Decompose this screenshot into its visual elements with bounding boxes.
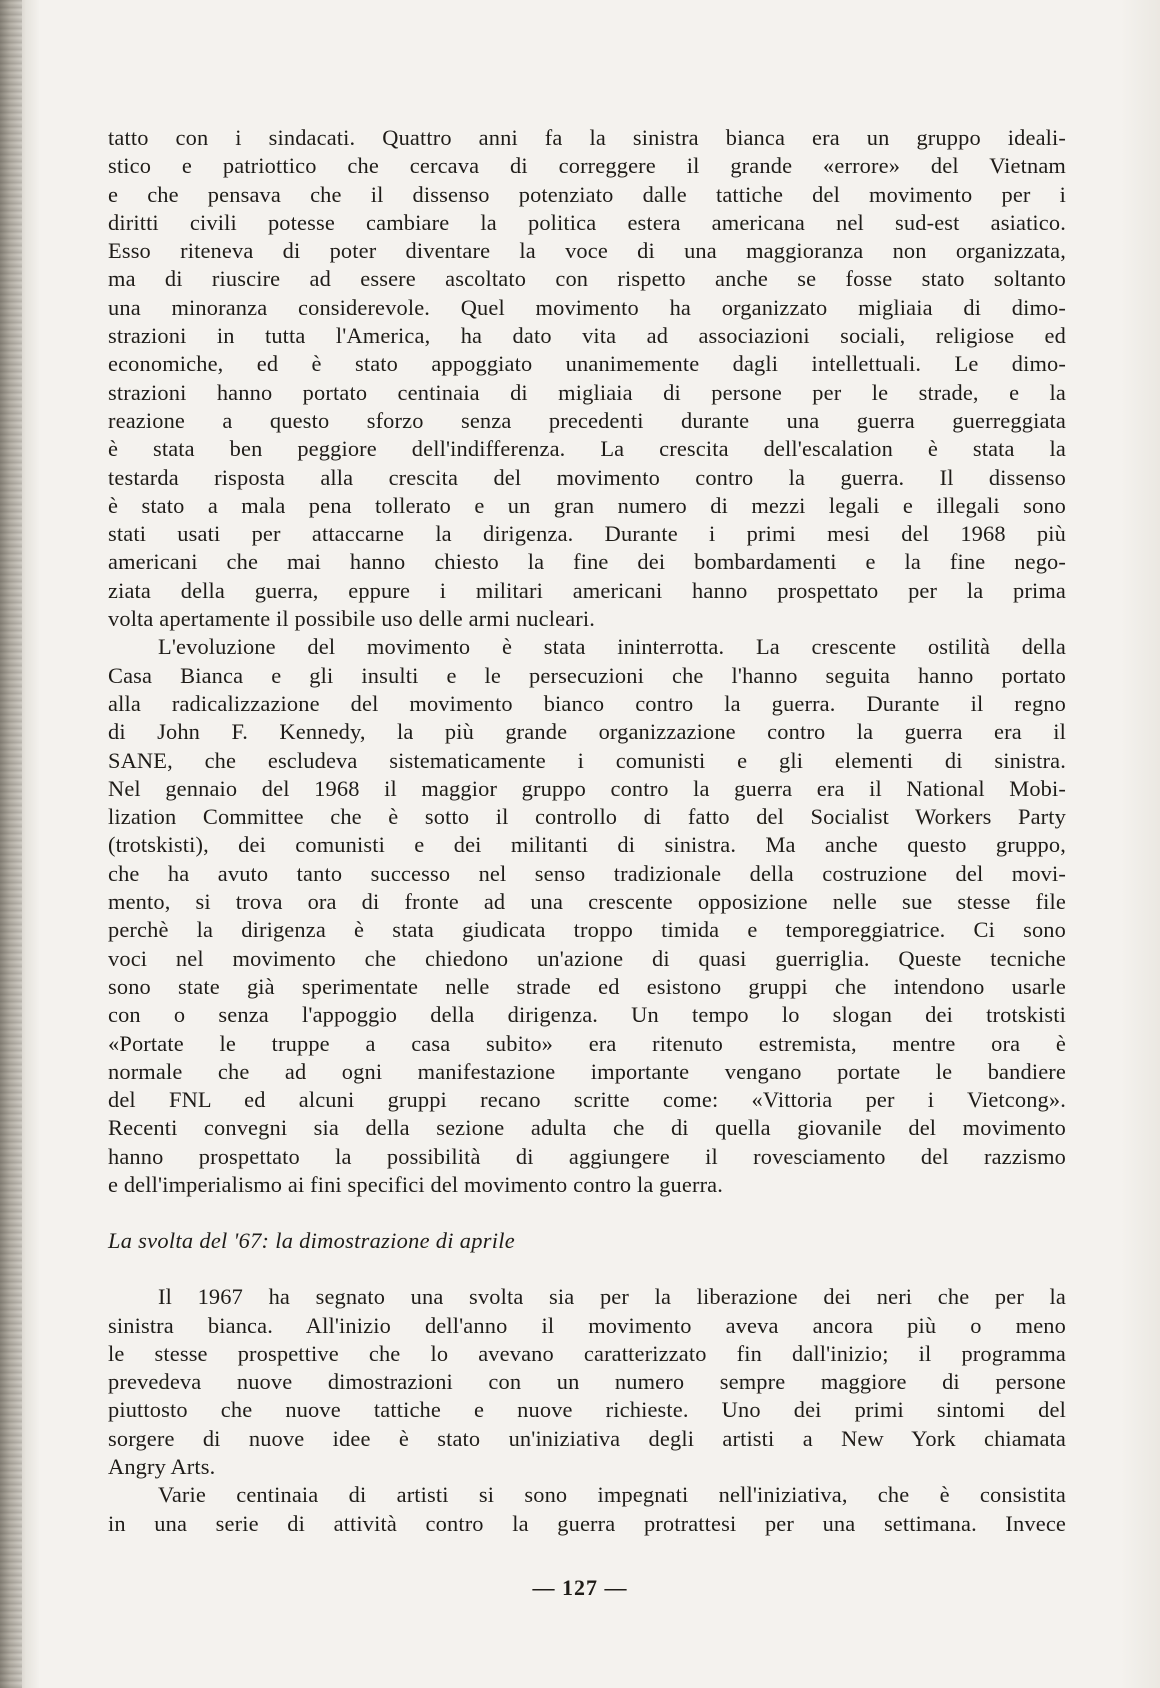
text-line: sinistra bianca. All'inizio dell'anno il movimento aveva ancora più o meno [108, 1312, 1066, 1338]
page-number: — 127 — [532, 1575, 628, 1600]
text-line: perchè la dirigenza è stata giudicata troppo timida e temporeggiatrice. Ci sono [108, 917, 1066, 943]
text-line: Esso riteneva di poter diventare la voce di una maggioranza non organizzata, [108, 238, 1066, 264]
text-line: del FNL ed alcuni gruppi recano scritte come: «Vittoria per i Vietcong». [108, 1087, 1066, 1113]
text-line: una minoranza considerevole. Quel movimento ha organizzato migliaia di dimo- [108, 294, 1066, 320]
text-line: SANE, che escludeva sistematicamente i comunisti e gli elementi di sinistra. [108, 747, 1066, 773]
text-line: americani che mai hanno chiesto la fine dei bombardamenti e la fine nego- [108, 549, 1066, 575]
text-line: sono state già sperimentate nelle strade ed esistono gruppi che intendono usarle [108, 973, 1066, 999]
text-line: volta apertamente il possibile uso delle armi nucleari. [108, 606, 596, 632]
text-line: ziata della guerra, eppure i militari americani hanno prospettato per la prima [108, 577, 1066, 603]
spacer [108, 1255, 1066, 1283]
paragraph [108, 633, 1066, 1199]
text-line [108, 1283, 1066, 1311]
text-line: ma di riuscire ad essere ascoltato con rispetto anche se fosse stato soltanto [108, 266, 1066, 292]
text-line: piuttosto che nuove tattiche e nuove richieste. Uno dei primi sintomi del [108, 1397, 1066, 1423]
text-line: normale che ad ogni manifestazione importante vengano portate le bandiere [108, 1058, 1066, 1084]
text-line: prevedeva nuove dimostrazioni con un numero sempre maggiore di persone [108, 1369, 1066, 1395]
text-line: economiche, ed è stato appoggiato unanimemente dagli intellettuali. Le dimo- [108, 351, 1066, 377]
text-line: Casa Bianca e gli insulti e le persecuzioni che l'hanno seguita hanno portato [108, 662, 1066, 688]
text-line: sorgere di nuove idee è stato un'iniziativa degli artisti a New York chiamata [108, 1425, 1066, 1451]
text-line: voci nel movimento che chiedono un'azione di quasi guerriglia. Queste tecniche [108, 945, 1066, 971]
text-line: strazioni in tutta l'America, ha dato vita ad associazioni sociali, religiose ed [108, 323, 1066, 349]
text-line: mento, si trova ora di fronte ad una crescente opposizione nelle sue stesse file [108, 889, 1066, 915]
text-line: Angry Arts. [108, 1454, 216, 1480]
paragraph [108, 1481, 1066, 1538]
text-line: in una serie di attività contro la guerra protrattesi per una settimana. Invece [108, 1510, 1066, 1536]
text-line: e che pensava che il dissenso potenziato dalle tattiche del movimento per i [108, 181, 1066, 207]
text-line: è stato a mala pena tollerato e un gran numero di mezzi legali e illegali sono [108, 492, 1066, 518]
text-line: reazione a questo sforzo senza precedenti durante una guerra guerreggiata [108, 407, 1066, 433]
text-line: strazioni hanno portato centinaia di migliaia di persone per le strade, e la [108, 379, 1066, 405]
text-line: Nel gennaio del 1968 il maggior gruppo contro la guerra era il National Mobi- [108, 775, 1066, 801]
text-line: stico e patriottico che cercava di correggere il grande «errore» del Vietnam [108, 153, 1066, 179]
text-line: è stata ben peggiore dell'indifferenza. La crescita dell'escalation è stata la [108, 436, 1066, 462]
section-heading: La svolta del '67: la dimostrazione di aprile [108, 1228, 516, 1254]
text-line: Recenti convegni sia della sezione adulta che di quella giovanile del movimento [108, 1115, 1066, 1141]
text-line: tatto con i sindacati. Quattro anni fa la sinistra bianca era un gruppo ideali- [108, 125, 1066, 150]
text-line: (trotskisti), dei comunisti e dei militanti di sinistra. Ma anche questo gruppo, [108, 832, 1066, 858]
text-line: «Portate le truppe a casa subito» era ritenuto estremista, mentre ora è [108, 1030, 1066, 1056]
body-text [108, 124, 1066, 1538]
text-line-content: L'evoluzione del movimento è stata ininterrotta. La crescente ostilità della [158, 634, 1066, 660]
text-line: stati usati per attaccarne la dirigenza. Durante i primi mesi del 1968 più [108, 521, 1066, 547]
text-line: lization Committee che è sotto il controllo di fatto del Socialist Workers Party [108, 804, 1066, 830]
text-line: di John F. Kennedy, la più grande organizzazione contro la guerra era il [108, 719, 1066, 745]
text-line: e dell'imperialismo ai fini specifici del movimento contro la guerra. [108, 1171, 724, 1197]
text-line: diritti civili potesse cambiare la politica estera americana nel sud-est asiatico. [108, 209, 1066, 235]
text-line: con o senza l'appoggio della dirigenza. Un tempo lo slogan dei trotskisti [108, 1002, 1066, 1028]
text-line-content: Il 1967 ha segnato una svolta sia per la liberazione dei neri che per la [158, 1284, 1066, 1310]
paragraph [108, 124, 1066, 633]
text-line: testarda risposta alla crescita del movimento contro la guerra. Il dissenso [108, 464, 1066, 490]
text-line [108, 1481, 1066, 1509]
paragraph [108, 1283, 1066, 1481]
text-line: le stesse prospettive che lo avevano caratterizzato fin dall'inizio; il programma [108, 1340, 1066, 1366]
text-line: che ha avuto tanto successo nel senso tradizionale della costruzione del movi- [108, 860, 1066, 886]
text-line: hanno prospettato la possibilità di aggiungere il rovesciamento del razzismo [108, 1143, 1066, 1169]
spacer [108, 1199, 1066, 1227]
page-binding-shadow [0, 0, 22, 1688]
text-line [108, 633, 1066, 661]
text-line-content: Varie centinaia di artisti si sono impegnati nell'iniziativa, che è consistita [158, 1482, 1066, 1508]
text-line: alla radicalizzazione del movimento bianco contro la guerra. Durante il regno [108, 690, 1066, 716]
